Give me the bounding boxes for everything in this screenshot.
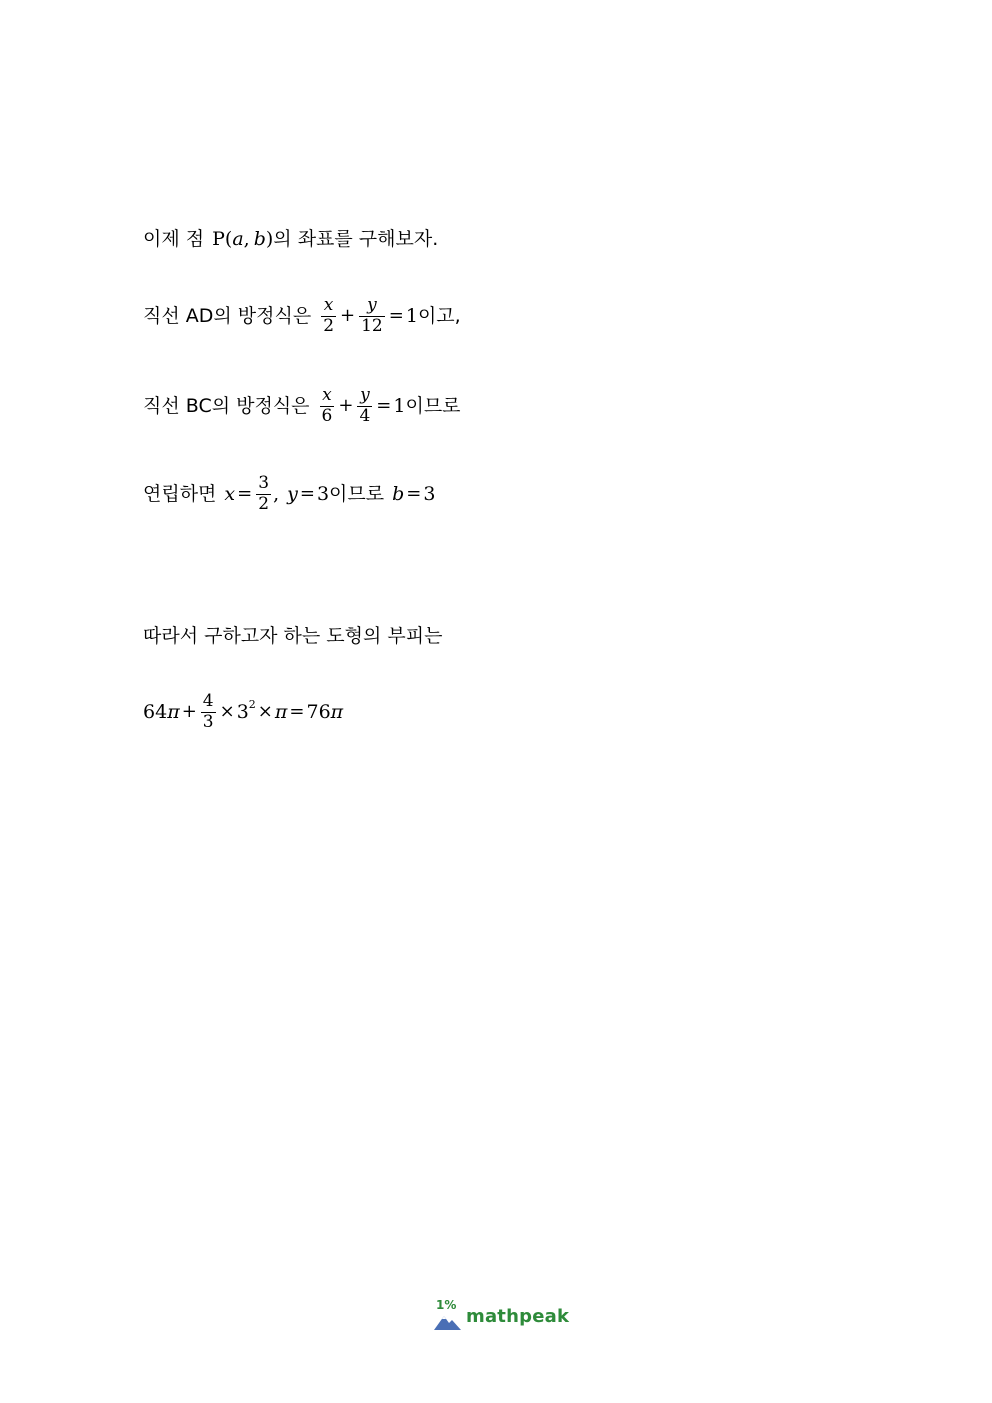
comma: , [243,228,250,250]
mountain-icon [434,1313,464,1331]
var-b: b [392,482,405,505]
value-three: 3 [316,482,330,505]
fraction-numerator: x [323,295,334,315]
plus-sign: + [181,701,197,723]
equals-sign: = [237,483,253,505]
mathpeak-logo [434,1298,574,1334]
equals-sign: = [289,701,305,723]
fraction-denominator: 2 [258,493,270,514]
intro-text: 이제 점 [143,228,205,250]
comma: , [273,482,280,505]
line-bc-equation [143,386,461,426]
plus-sign: + [340,305,356,327]
fraction-x-over-2 [321,296,336,336]
fraction-4-over-3 [201,692,216,732]
bc-text: 직선 BC의 방정식은 [143,394,310,417]
term-64: 64 [143,700,168,723]
pi-symbol: π [330,700,344,723]
var-y: y [287,482,298,505]
equals-sign: = [376,395,392,417]
logo-percent: 1% [436,1298,457,1312]
line-volume-intro [143,627,442,646]
fraction-denominator: 3 [202,711,214,732]
equals-sign: = [388,305,404,327]
var-a: a [232,228,244,250]
fraction-numerator: 3 [258,473,270,493]
equals-sign: = [406,483,422,505]
value-one: 1 [393,394,406,417]
exponent: 2 [248,697,256,711]
var-b: b [253,228,266,250]
value-one: 1 [405,304,418,327]
fraction-numerator: x [322,385,332,405]
times-sign: × [257,701,273,723]
line-point-p-intro [143,230,438,249]
logo-wordmark: mathpeak [466,1306,570,1327]
line-ad-equation [143,296,461,336]
fraction-denominator: 6 [321,405,333,426]
fraction-y-over-4 [357,386,372,426]
fraction-denominator: 4 [359,405,371,426]
intro-text-tail: 의 좌표를 구해보자. [273,228,439,250]
fraction-numerator: y [360,385,370,405]
solve-text: 연립하면 [143,482,217,505]
fraction-numerator: y [367,295,377,315]
line-volume-formula [143,692,343,732]
times-sign: × [219,701,235,723]
power-base: 3 [236,700,249,723]
fraction-3-over-2 [256,474,271,514]
paren-open: ( [224,228,233,250]
bc-text-tail: 이므로 [405,394,461,417]
fraction-numerator: 4 [202,691,214,711]
fraction-denominator: 12 [361,315,383,336]
fraction-y-over-12 [359,296,385,336]
b-value: 3 [423,482,436,505]
equals-sign: = [299,483,315,505]
line-solution [143,474,435,514]
result-76: 76 [306,700,331,723]
volume-text: 따라서 구하고자 하는 도형의 부피는 [143,625,443,647]
fraction-x-over-6 [320,386,335,426]
plus-sign: + [338,395,354,417]
point-label: P [212,228,225,250]
ad-text: 직선 AD의 방정식은 [143,304,312,327]
paren-close: ) [265,228,274,250]
pi-symbol: π [274,700,288,723]
var-x: x [224,482,236,505]
fraction-denominator: 2 [323,315,335,336]
pi-symbol: π [167,700,180,723]
solve-text-mid: 이므로 [329,482,385,505]
ad-text-tail: 이고, [417,304,461,327]
